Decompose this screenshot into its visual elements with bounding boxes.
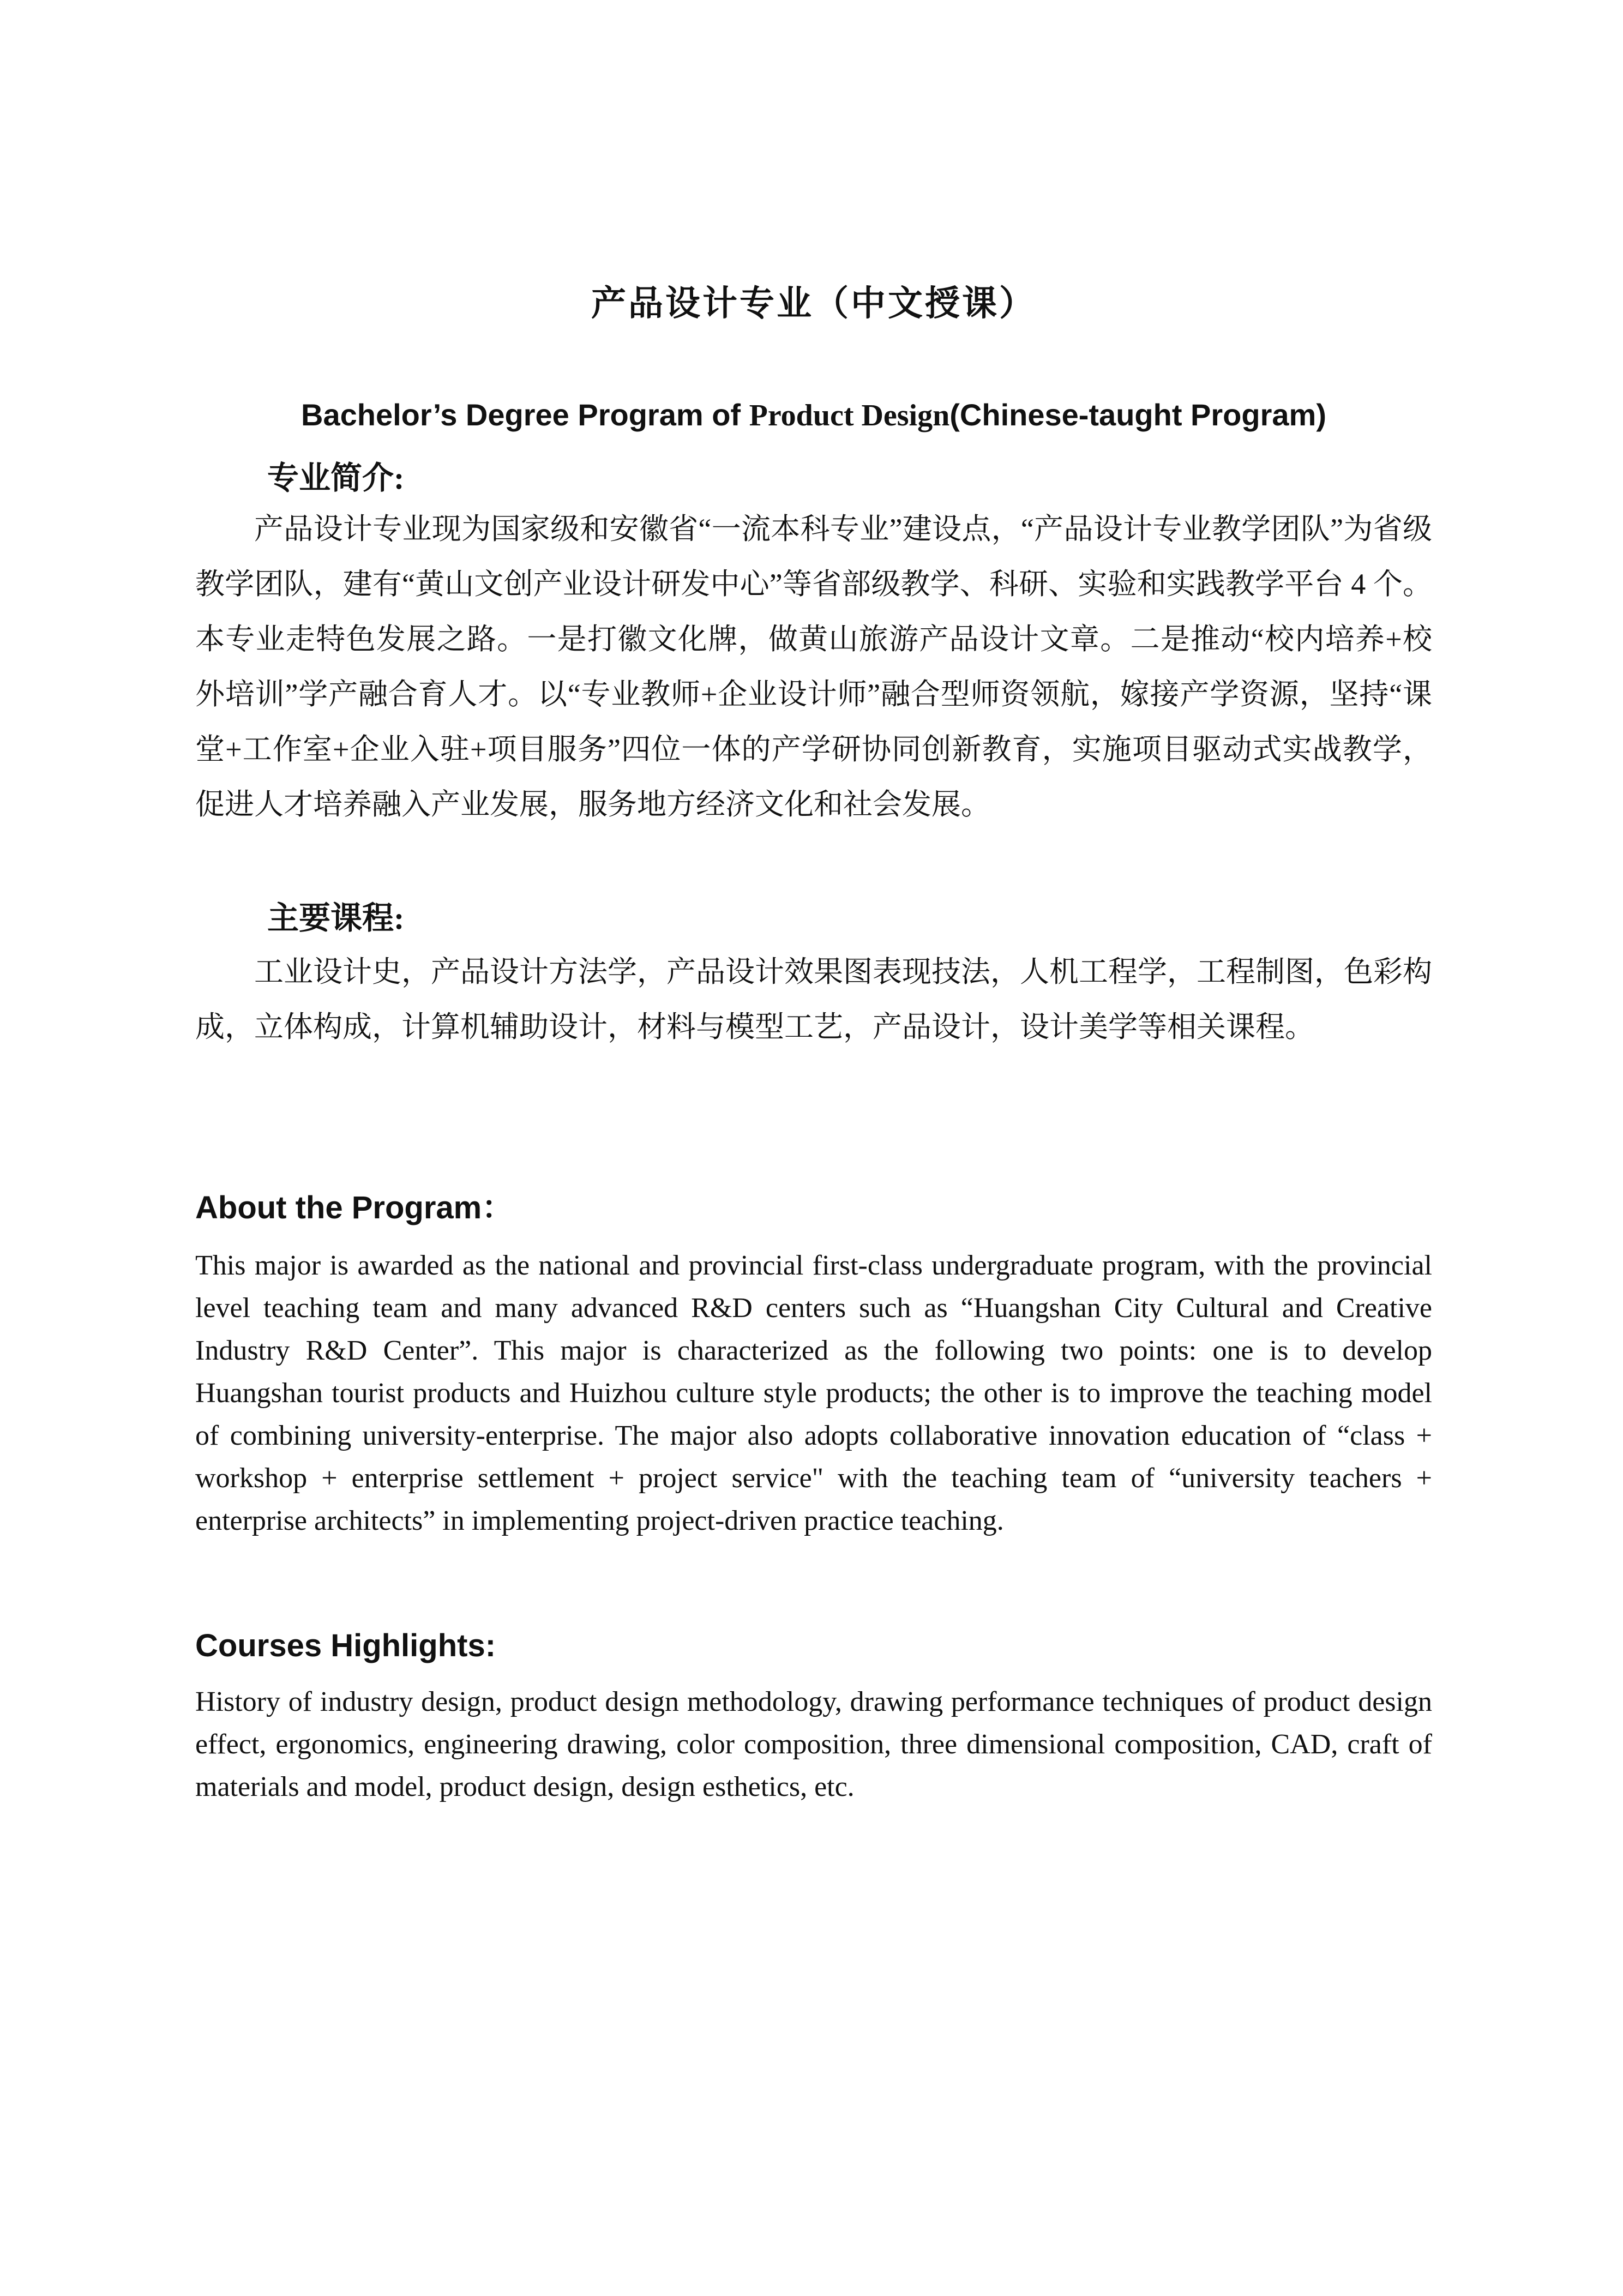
title-en-suffix: (Chinese-taught Program)	[949, 398, 1326, 432]
section-heading-intro-cn: 专业简介:	[267, 460, 405, 496]
title-en-program-name: Product Design	[749, 399, 950, 432]
document-title-en	[195, 394, 1432, 437]
section-heading-highlights: Courses Highlights:	[195, 1628, 496, 1663]
courses-paragraph-cn: 工业设计史，产品设计方法学，产品设计效果图表现技法，人机工程学，工程制图，色彩构成，立体构成，计算机辅助设计，材料与模型工艺，产品设计，设计美学等相关课程。	[195, 955, 1432, 1043]
highlights-paragraph: History of industry design, product design methodology, drawing performance techniques of product design effect, ergonomics, engineering drawing, color composition, three dimensional composition, CAD, craft of materials and model, product design, design esthetics, etc.	[195, 1686, 1432, 1802]
intro-paragraph-cn: 产品设计专业现为国家级和安徽省“一流本科专业”建设点，“产品设计专业教学团队”为省级教学团队，建有“黄山文创产业设计研发中心”等省部级教学、科研、实验和实践教学平台 4 个。本专业走特色发展之路。一是打徽文化牌，做黄山旅游产品设计文章。二是推动“校内培养+校外培训”学产融合育人才。以“专业教师+企业设计师”融合型师资领航，嫁接产学资源，坚持“课堂+工作室+企业入驻+项目服务”四位一体的产学研协同创新教育，实施项目驱动式实战教学，促进人才培养融入产业发展，服务地方经济文化和社会发展。	[195, 513, 1432, 821]
about-paragraph: This major is awarded as the national and provincial first-class undergraduate program, with the provincial level teaching team and many advanced R&D centers such as “Huangshan City Cultural and Creative Industry R&D Center”. This major is characterized as the following two points: one is to develop Huangshan tourist products and Huizhou culture style products; the other is to improve the teaching model of combining university-enterprise. The major also adopts collaborative innovation education of “class + workshop + enterprise settlement + project service" with the teaching team of “university teachers + enterprise architects” in implementing project-driven practice teaching.	[195, 1250, 1432, 1536]
section-heading-courses-cn: 主要课程:	[267, 900, 405, 936]
section-heading-about: About the Program：	[195, 1190, 514, 1225]
document-title-cn: 产品设计专业（中文授课）	[591, 284, 1036, 323]
title-en-prefix: Bachelor’s Degree Program of	[301, 398, 749, 432]
